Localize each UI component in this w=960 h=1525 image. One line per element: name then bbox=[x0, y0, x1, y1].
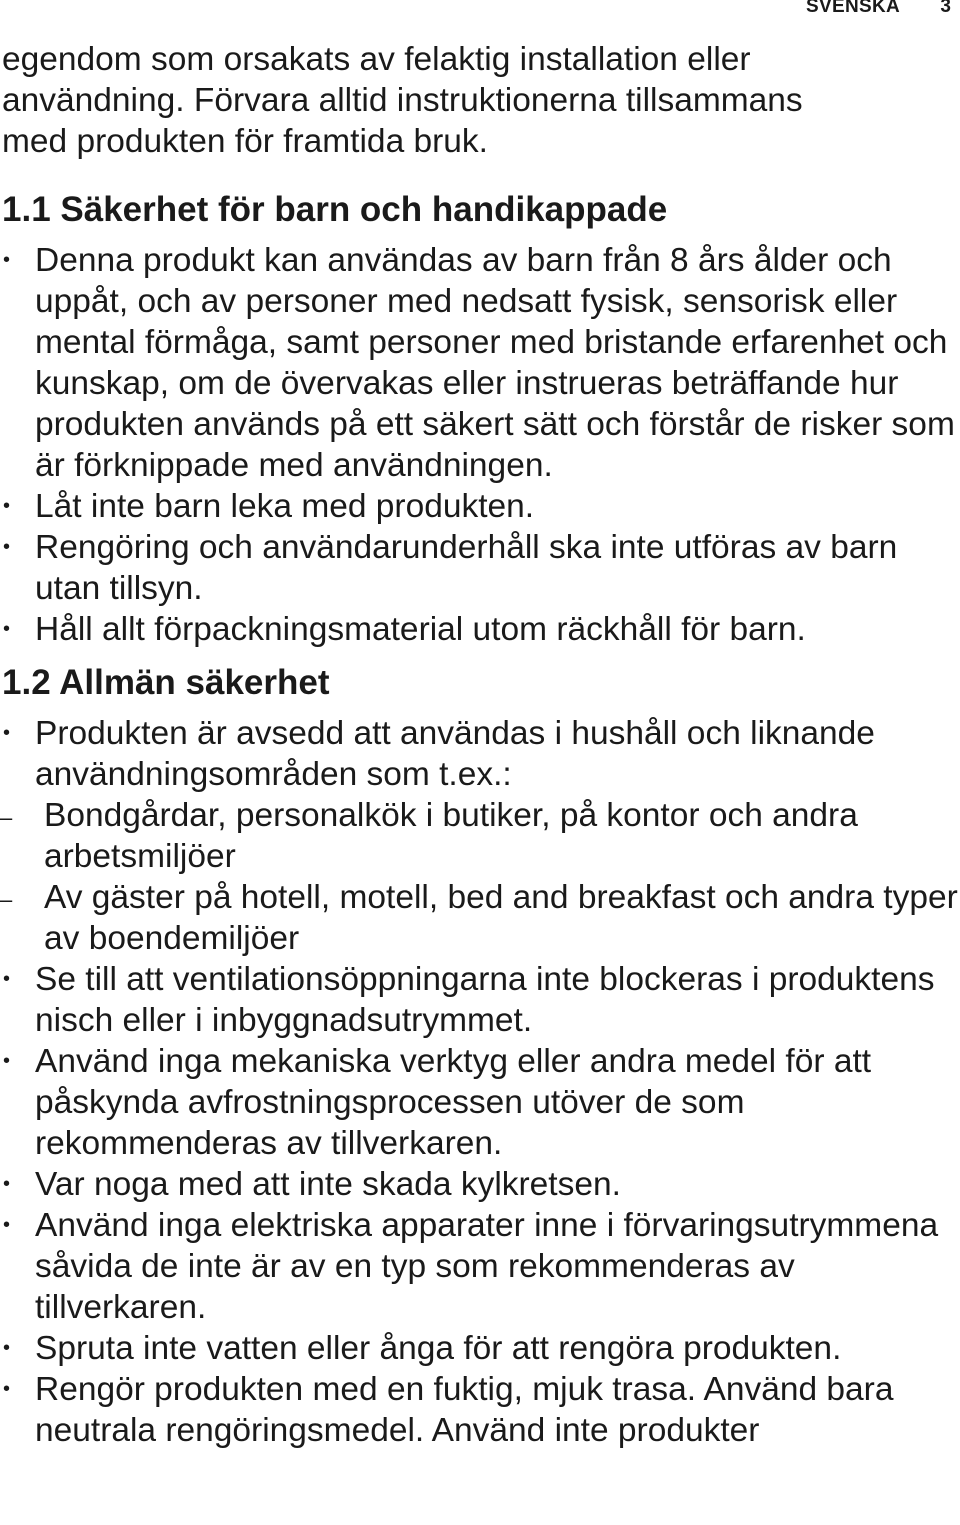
bullet-icon: • bbox=[3, 968, 11, 990]
list-item-text: Produkten är avsedd att användas i hushåll och liknande användningsområden som t.ex.: bbox=[35, 715, 875, 793]
bullet-icon: • bbox=[3, 1214, 11, 1236]
bullet-icon: • bbox=[3, 249, 11, 271]
dash-icon: – bbox=[0, 887, 13, 912]
section-heading-1-1 bbox=[0, 189, 958, 230]
list-item-text: Var noga med att inte skada kylkretsen. bbox=[35, 1166, 621, 1203]
list-item-text: Låt inte barn leka med produkten. bbox=[35, 488, 535, 525]
section-number: 1.1 bbox=[2, 190, 51, 229]
list-item-text: Håll allt förpackningsmaterial utom räckhåll för barn. bbox=[35, 611, 806, 648]
list-item bbox=[0, 1164, 958, 1205]
list-item bbox=[0, 1369, 958, 1451]
bullet-icon: • bbox=[3, 1378, 11, 1400]
dash-list-item bbox=[0, 877, 958, 959]
list-item bbox=[0, 1205, 958, 1328]
bullet-icon: • bbox=[3, 722, 11, 744]
list-item bbox=[0, 1041, 958, 1164]
intro-line: egendom som orsakats av felaktig installation eller bbox=[2, 41, 751, 78]
bullet-icon: • bbox=[3, 1050, 11, 1072]
intro-paragraph bbox=[0, 39, 958, 162]
list-item bbox=[0, 609, 958, 650]
page-number: 3 bbox=[940, 0, 951, 17]
bullet-icon: • bbox=[3, 495, 11, 517]
bullet-list-1-2 bbox=[0, 713, 958, 795]
list-item bbox=[0, 240, 958, 486]
bullet-list-1-2-continued bbox=[0, 959, 958, 1451]
bullet-list-1-1 bbox=[0, 240, 958, 650]
dash-list-item bbox=[0, 795, 958, 877]
list-item-text: Denna produkt kan användas av barn från 8 års ålder och uppåt, och av personer med nedsatt fysisk, sensorisk eller mental förmåga, samt personer med bristande erfarenhet och kunskap, om de övervakas eller instrueras beträffande hur produkten används på ett säkert sätt och förstår de risker som är förknippade med användningen. bbox=[35, 242, 955, 484]
bullet-icon: • bbox=[3, 1337, 11, 1359]
section-heading-1-2 bbox=[0, 662, 958, 703]
list-item-text: Rengöring och användarunderhåll ska inte utföras av barn utan tillsyn. bbox=[35, 529, 898, 607]
intro-line: med produkten för framtida bruk. bbox=[2, 123, 488, 160]
list-item-text: Använd inga mekaniska verktyg eller andra medel för att påskynda avfrostningsprocessen utöver de som rekommenderas av tillverkaren. bbox=[35, 1043, 872, 1162]
list-item bbox=[0, 527, 958, 609]
dash-icon: – bbox=[0, 805, 13, 830]
dash-item-text: Av gäster på hotell, motell, bed and breakfast och andra typer av boendemiljöer bbox=[44, 879, 958, 957]
list-item-text: Rengör produkten med en fuktig, mjuk trasa. Använd bara neutrala rengöringsmedel. Använd inte produkter bbox=[35, 1371, 894, 1449]
section-title: Allmän säkerhet bbox=[59, 663, 330, 702]
intro-line: användning. Förvara alltid instruktionerna tillsammans bbox=[2, 82, 803, 119]
page-header bbox=[660, 0, 960, 22]
section-title: Säkerhet för barn och handikappade bbox=[60, 190, 668, 229]
list-item-text: Se till att ventilationsöppningarna inte blockeras i produktens nisch eller i inbyggnadsutrymmet. bbox=[35, 961, 935, 1039]
list-item bbox=[0, 713, 958, 795]
section-number: 1.2 bbox=[2, 663, 51, 702]
header-language: SVENSKA bbox=[806, 0, 900, 17]
document-body bbox=[0, 39, 958, 1451]
list-item bbox=[0, 1328, 958, 1369]
list-item bbox=[0, 486, 958, 527]
dash-list bbox=[0, 795, 958, 959]
bullet-icon: • bbox=[3, 536, 11, 558]
dash-item-text: Bondgårdar, personalkök i butiker, på kontor och andra arbetsmiljöer bbox=[44, 797, 858, 875]
bullet-icon: • bbox=[3, 1173, 11, 1195]
bullet-icon: • bbox=[3, 618, 11, 640]
list-item-text: Spruta inte vatten eller ånga för att rengöra produkten. bbox=[35, 1330, 842, 1367]
list-item-text: Använd inga elektriska apparater inne i förvaringsutrymmena såvida de inte är av en typ som rekommenderas av tillverkaren. bbox=[35, 1207, 939, 1326]
list-item bbox=[0, 959, 958, 1041]
